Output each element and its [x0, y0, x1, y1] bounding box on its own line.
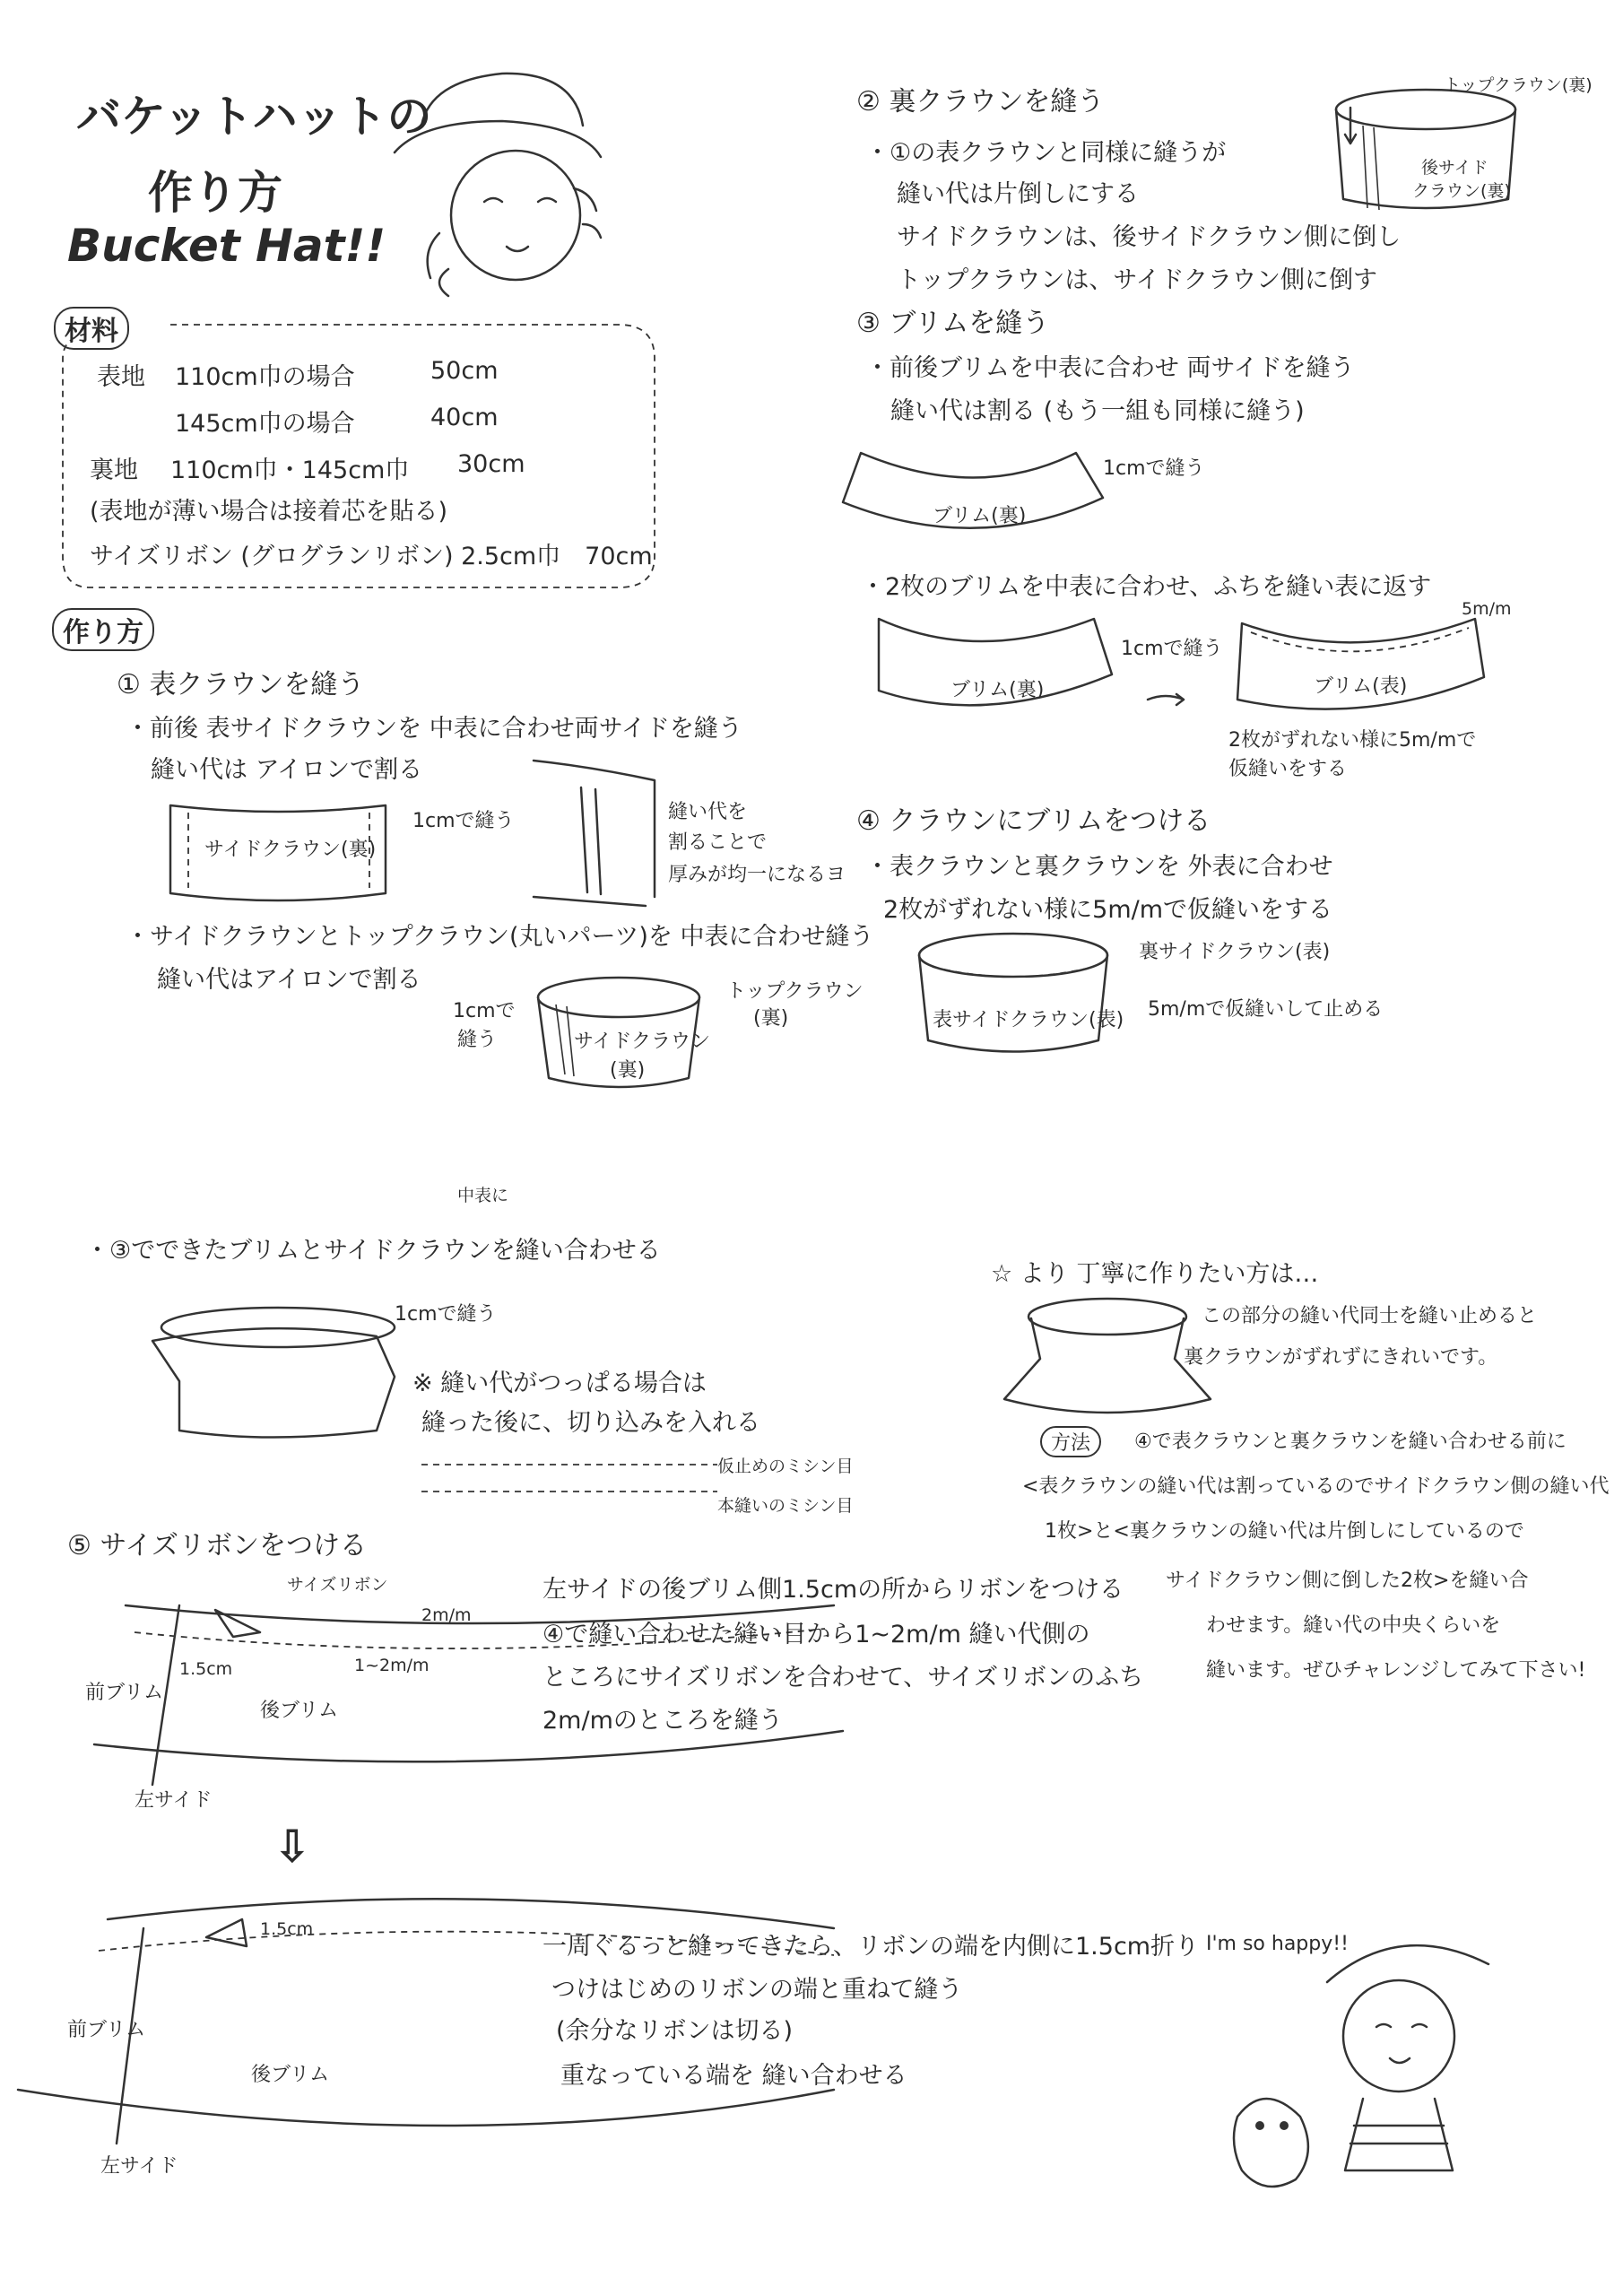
step5-text3: ところにサイズリボンを合わせて、サイズリボンのふち [542, 1664, 1144, 1692]
step1-fig1-label: サイドクラウン(裏) [204, 839, 377, 861]
tip-method-label: 方法 [1040, 1426, 1101, 1457]
materials-ribbon: サイズリボン (グログランリボン) 2.5cm巾 70cm [90, 543, 653, 570]
step1-fig3-side2: (裏) [610, 1059, 646, 1082]
tip-line5: 1枚>と<裏クラウンの縫い代は片倒しにしているので [1045, 1520, 1524, 1543]
step1-seam-figure [534, 761, 655, 906]
materials-label: 材料 [54, 307, 129, 350]
materials-item-2: 裏地 [90, 457, 138, 484]
step5-fig2-left: 左サイド [100, 2155, 178, 2178]
materials-width-1: 145cm巾の場合 [175, 410, 355, 438]
step4-heading: ④ クラウンにブリムをつける [856, 805, 1211, 837]
step1-fig2-note2: 割ることで [668, 831, 768, 854]
tip-line3: ④で表クラウンと裏クラウンを縫い合わせる前に [1134, 1431, 1567, 1453]
step5-text1: 左サイドの後ブリム側1.5cmの所からリボンをつける [542, 1576, 1124, 1604]
step1-fig3-left2: 縫う [457, 1029, 498, 1051]
step3-fig2-label: ブリム(裏) [950, 679, 1045, 701]
step5-fig-back: 後ブリム [260, 1700, 339, 1722]
brim-crown-join-figure [152, 1308, 717, 1492]
tip-heading: ☆ より 丁寧に作りたい方は… [991, 1260, 1319, 1288]
brim-join-stitch2: 本縫いのミシン目 [717, 1496, 854, 1516]
step2-line2: 縫い代は片倒しにする [897, 180, 1139, 208]
step3-heading: ③ ブリムを縫う [856, 308, 1050, 339]
step2-line1: ・①の表クラウンと同様に縫うが [865, 139, 1227, 167]
brim-join-stitch1: 仮止めのミシン目 [717, 1457, 854, 1476]
step1-fig3-side1: サイドクラウン [574, 1031, 711, 1053]
step1-line3: ・サイドクラウンとトップクラウン(丸いパーツ)を 中表に合わせ縫う [126, 923, 874, 951]
step2-fig-side2: クラウン(裏) [1412, 181, 1511, 201]
title-line-1: バケットハットの [76, 91, 432, 143]
materials-width-0: 110cm巾の場合 [175, 363, 355, 391]
step5-fig2-front: 前ブリム [67, 2019, 146, 2041]
step1-fig3-left1: 1cmで [453, 1000, 516, 1022]
step3-line3: ・2枚のブリムを中表に合わせ、ふちを縫い表に返す [861, 573, 1432, 601]
brim-join-note2: 縫った後に、切り込みを入れる [421, 1409, 760, 1437]
step2-line4: トップクラウンは、サイドクラウン側に倒す [897, 266, 1377, 294]
step3-line1: ・前後ブリムを中表に合わせ 両サイドを縫う [865, 354, 1355, 382]
step5-heading: ⑤ サイズリボンをつける [67, 1530, 368, 1561]
tip-line8: 縫います。ぜひチャレンジしてみて下さい! [1206, 1659, 1586, 1682]
step3-line2: 縫い代は割る (もう一組も同様に縫う) [890, 397, 1305, 425]
step5-fig-left: 左サイド [135, 1789, 213, 1812]
step1-heading: ① 表クラウンを縫う [117, 669, 365, 700]
brim-join-post: 縫い合わせる [515, 1237, 661, 1265]
step5-arrow: ⇩ [273, 1821, 311, 1873]
step5-fig-2mm: 2m/m [421, 1605, 472, 1625]
step5-text4: 2m/mのところを縫う [542, 1707, 783, 1735]
step1-fig3-top2: (裏) [753, 1007, 789, 1030]
step5-text7: (余分なリボンは切る) [556, 2017, 794, 2045]
step5-fig-12mm: 1~2m/m [354, 1656, 430, 1675]
materials-amount-1: 40cm [430, 404, 499, 431]
step3-fig2-note: 1cmで縫う [1121, 638, 1223, 660]
happy-girl-illustration [1234, 1945, 1488, 2187]
step2-fig-top: トップクラウン(裏) [1444, 75, 1593, 95]
step1-fig1-note: 1cmで縫う [412, 810, 515, 832]
brim-join-line [85, 1231, 661, 1265]
step4-fig-inner: 裏サイドクラウン(表) [1139, 941, 1331, 963]
step3-fig1-note: 1cmで縫う [1103, 457, 1205, 480]
step3-fig3-mm: 5m/m [1462, 599, 1512, 619]
materials-width-2: 110cm巾・145cm巾 [170, 457, 410, 484]
step5-text2: ④で縫い合わせた縫い目から1~2m/m 縫い代側の [542, 1621, 1090, 1648]
tip-line4: <表クラウンの縫い代は割っているのでサイドクラウン側の縫い代 [1022, 1475, 1610, 1498]
step2-line3: サイドクラウンは、後サイドクラウン側に倒し [897, 223, 1402, 251]
step3-fig3-label: ブリム(表) [1314, 675, 1408, 698]
materials-amount-0: 50cm [430, 357, 499, 385]
step1-fig2-note1: 縫い代を [668, 801, 748, 823]
tip-line6: サイドクラウン側に倒した2枚>を縫い合 [1166, 1570, 1529, 1592]
materials-amount-2: 30cm [457, 450, 525, 478]
tip-line7: わせます。縫い代の中央くらいを [1206, 1614, 1501, 1637]
step2-fig-side1: 後サイド [1421, 158, 1488, 178]
step5-fig-ribbon: サイズリボン [287, 1575, 388, 1595]
brim-join-insert: 中表に [457, 1186, 509, 1205]
title-line-2: 作り方 [148, 167, 282, 219]
brim-join-note1: ※ 縫い代がつっぱる場合は [412, 1370, 707, 1397]
step3-fig1-label: ブリム(裏) [933, 505, 1027, 527]
step1-line4: 縫い代はアイロンで割る [157, 966, 421, 994]
materials-note: (表地が薄い場合は接着芯を貼る) [90, 498, 448, 526]
step4-fig-note: 5m/mで仮縫いして止める [1148, 998, 1384, 1021]
step1-fig3-top1: トップクラウン [726, 980, 864, 1003]
step2-heading: ② 裏クラウンを縫う [856, 86, 1105, 117]
title-line-3: Bucket Hat!! [67, 220, 386, 272]
step4-line2: 2枚がずれない様に5m/mで仮縫いをする [883, 896, 1333, 924]
tip-hat-figure [1004, 1299, 1211, 1413]
brim-join-fig-note: 1cmで縫う [395, 1303, 497, 1326]
step5-fig2-back: 後ブリム [251, 2064, 330, 2086]
step5-text8: 重なっている端を 縫い合わせる [560, 2062, 907, 2090]
step4-line1: ・表クラウンと裏クラウンを 外表に合わせ [865, 853, 1333, 881]
step3-fig3-note2: 仮縫いをする [1228, 758, 1348, 780]
step5-text6: つけはじめのリボンの端と重ねて縫う [551, 1976, 963, 2004]
howto-label: 作り方 [52, 608, 154, 651]
step5-fig-front: 前ブリム [85, 1682, 164, 1704]
step4-crown-figure [919, 934, 1107, 1052]
tip-line2: 裏クラウンがずれずにきれいです。 [1184, 1346, 1498, 1369]
step5-fig2-15: 1.5cm [260, 1919, 314, 1939]
step5-fig-15: 1.5cm [179, 1659, 233, 1679]
step1-line1: ・前後 表サイドクラウンを 中表に合わせ両サイドを縫う [126, 715, 742, 743]
step4-fig-outer: 表サイドクラウン(表) [933, 1009, 1124, 1031]
step5-text5: 一周ぐるっと縫ってきたら、リボンの端を内側に1.5cm折り [542, 1933, 1200, 1961]
happy-caption: I'm so happy!! [1206, 1933, 1349, 1955]
step1-line2: 縫い代は アイロンで割る [151, 756, 423, 784]
step1-fig2-note3: 厚みが均一になるヨ [668, 864, 846, 886]
step3-fig3-note1: 2枚がずれない様に5m/mで [1228, 729, 1477, 752]
tip-line1: この部分の縫い代同士を縫い止めると [1202, 1305, 1538, 1327]
materials-item-0: 表地 [97, 363, 145, 391]
brim-join-pre: ・③でできたブリムとサイドクラウンを [85, 1237, 516, 1265]
